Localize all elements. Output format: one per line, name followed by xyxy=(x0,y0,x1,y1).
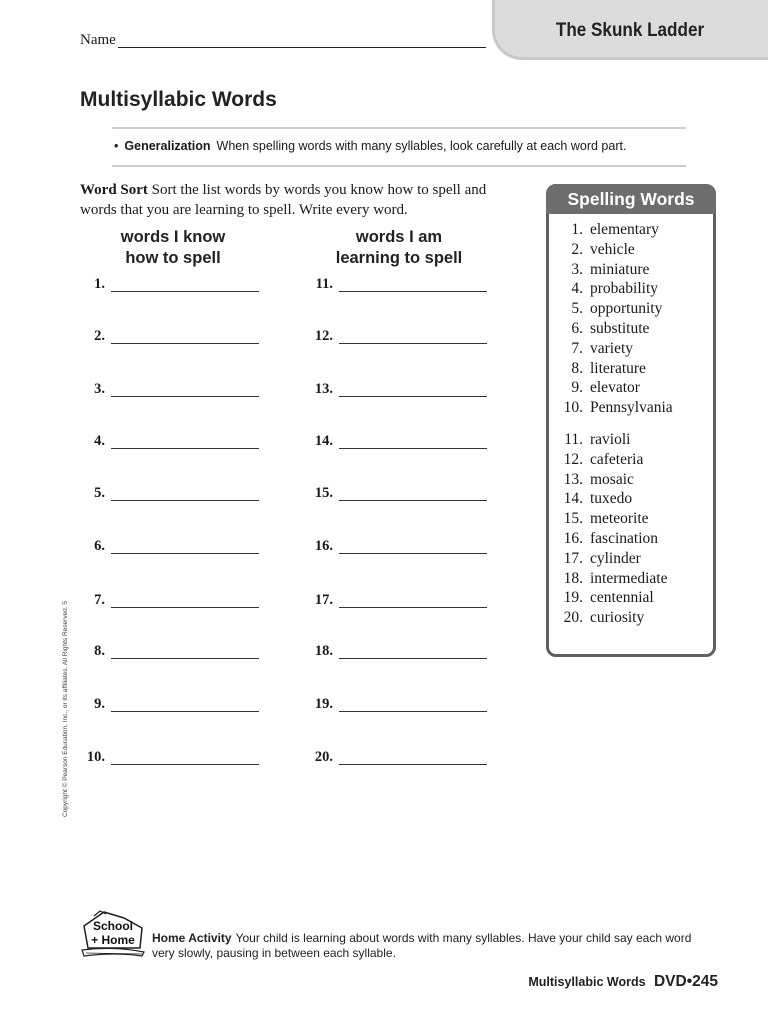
answer-blank[interactable] xyxy=(339,396,487,397)
word-text: substitute xyxy=(590,319,650,337)
name-label: Name xyxy=(80,32,116,48)
word-text: probability xyxy=(590,280,659,298)
word-text: tuxedo xyxy=(590,490,633,508)
directions xyxy=(80,180,520,220)
spelling-word xyxy=(557,378,673,398)
answer-blank[interactable] xyxy=(111,448,259,449)
spelling-word xyxy=(557,549,667,569)
answer-blank[interactable] xyxy=(111,343,259,344)
generalization-text: When spelling words with many syllables, look carefully at each word part. xyxy=(216,139,627,153)
answer-blank[interactable] xyxy=(339,500,487,501)
column-header-learning xyxy=(299,227,499,269)
word-number: 9. xyxy=(571,379,583,397)
word-text: variety xyxy=(590,339,634,357)
answer-number: 13. xyxy=(314,381,333,397)
answer-number: 6. xyxy=(94,538,105,554)
page-title: Multisyllabic Words xyxy=(80,88,277,111)
answer-blank[interactable] xyxy=(111,553,259,554)
word-number: 20. xyxy=(563,609,583,627)
word-number: 1. xyxy=(571,221,583,238)
page-footer xyxy=(528,973,718,991)
word-number: 4. xyxy=(571,280,583,298)
logo-home-text: + Home xyxy=(91,933,135,947)
column-header-know xyxy=(73,227,273,269)
answer-number: 15. xyxy=(314,485,333,501)
word-text: miniature xyxy=(590,260,650,278)
word-number: 8. xyxy=(571,359,583,377)
answer-blank[interactable] xyxy=(339,711,487,712)
answer-number: 10. xyxy=(86,749,105,765)
answer-number: 20. xyxy=(314,749,333,765)
answer-number: 3. xyxy=(94,381,105,397)
answer-blank[interactable] xyxy=(111,291,259,292)
school-home-logo-icon xyxy=(80,908,146,960)
answer-blank[interactable] xyxy=(111,711,259,712)
word-number: 13. xyxy=(563,470,583,488)
spelling-word xyxy=(557,260,673,280)
answer-blank[interactable] xyxy=(111,607,259,608)
word-number: 17. xyxy=(563,549,583,567)
word-number: 7. xyxy=(571,339,583,357)
word-number: 10. xyxy=(563,399,583,417)
answer-blank[interactable] xyxy=(111,500,259,501)
footer-title: Multisyllabic Words xyxy=(528,975,646,989)
word-number: 6. xyxy=(571,319,583,337)
word-text: curiosity xyxy=(590,609,645,627)
directions-label: Word Sort xyxy=(80,182,148,198)
word-text: meteorite xyxy=(590,510,649,528)
generalization-box xyxy=(114,139,626,153)
answer-number: 2. xyxy=(94,328,105,344)
word-text: intermediate xyxy=(590,569,668,587)
answer-blank[interactable] xyxy=(339,553,487,554)
word-number: 18. xyxy=(563,569,583,587)
spelling-word xyxy=(557,279,673,299)
answer-blank[interactable] xyxy=(339,343,487,344)
directions-text: Sort the list words by words you know how to spell and words that you are learning to spell. Write every word. xyxy=(80,182,487,218)
spelling-word xyxy=(557,489,667,509)
spelling-words-header xyxy=(546,184,716,214)
answer-number: 4. xyxy=(94,433,105,449)
word-text: mosaic xyxy=(590,470,634,488)
answer-number: 1. xyxy=(94,276,105,292)
word-number: 14. xyxy=(563,490,583,508)
word-number: 12. xyxy=(563,450,583,468)
answer-number: 16. xyxy=(314,538,333,554)
word-text: opportunity xyxy=(590,300,663,318)
word-text: Pennsylvania xyxy=(590,399,673,417)
word-number: 15. xyxy=(563,510,583,528)
divider-bottom xyxy=(112,165,686,167)
spelling-words-box xyxy=(546,184,716,657)
answer-number: 9. xyxy=(94,696,105,712)
spelling-word xyxy=(557,588,667,608)
spelling-word xyxy=(557,569,667,589)
spelling-word xyxy=(557,430,667,450)
answer-blank[interactable] xyxy=(111,396,259,397)
generalization-label: Generalization xyxy=(124,139,211,153)
spelling-word xyxy=(557,319,673,339)
spelling-list-1 xyxy=(557,220,673,418)
answer-blank[interactable] xyxy=(339,607,487,608)
answer-number: 11. xyxy=(315,276,333,292)
divider-top xyxy=(112,127,686,129)
answer-number: 8. xyxy=(94,643,105,659)
story-title: The Skunk Ladder xyxy=(555,20,705,41)
answer-number: 18. xyxy=(314,643,333,659)
word-text: centennial xyxy=(590,589,654,607)
spelling-word xyxy=(557,398,673,418)
answer-number: 17. xyxy=(314,592,333,608)
word-text: elevator xyxy=(590,379,640,397)
word-text: literature xyxy=(590,359,646,377)
copyright-notice: Copyright © Pearson Education, Inc., or its affiliates. All Rights Reserved. 5 xyxy=(62,600,69,817)
spelling-words-title: Spelling Words xyxy=(567,189,695,209)
word-text: elementary xyxy=(590,221,659,238)
column-header-learning-line2: learning to spell xyxy=(335,249,463,267)
home-activity-text: Your child is learning about words with many syllables. Have your child say each word very slowly, pausing in between each syllable. xyxy=(152,931,692,960)
page-number: DVD•245 xyxy=(653,973,718,990)
answer-number: 12. xyxy=(314,328,333,344)
home-activity xyxy=(152,931,692,961)
word-text: cylinder xyxy=(590,549,641,567)
column-header-know-line1: words I know xyxy=(120,228,226,246)
word-number: 19. xyxy=(563,589,583,607)
spelling-list-2 xyxy=(557,430,667,628)
logo-school-text: School xyxy=(92,919,134,933)
bullet-icon: • xyxy=(114,139,119,153)
answer-number: 14. xyxy=(314,433,333,449)
spelling-word xyxy=(557,470,667,490)
column-header-know-line2: how to spell xyxy=(125,249,221,267)
spelling-word xyxy=(557,509,667,529)
word-text: ravioli xyxy=(590,431,631,448)
word-text: cafeteria xyxy=(590,450,644,468)
home-activity-label: Home Activity xyxy=(152,931,232,945)
word-number: 2. xyxy=(571,240,583,258)
answer-blank[interactable] xyxy=(339,291,487,292)
word-number: 5. xyxy=(571,300,583,318)
spelling-word xyxy=(557,450,667,470)
word-number: 3. xyxy=(571,260,583,278)
answer-number: 5. xyxy=(94,485,105,501)
spelling-word xyxy=(557,339,673,359)
answer-number: 19. xyxy=(314,696,333,712)
column-header-learning-line1: words I am xyxy=(355,228,443,246)
word-text: vehicle xyxy=(590,240,635,258)
name-field[interactable] xyxy=(118,47,486,48)
answer-blank[interactable] xyxy=(111,764,259,765)
spelling-word xyxy=(557,359,673,379)
word-number: 11. xyxy=(564,431,583,448)
word-number: 16. xyxy=(563,529,583,547)
word-text: fascination xyxy=(590,529,659,547)
answer-blank[interactable] xyxy=(339,764,487,765)
spelling-word xyxy=(557,529,667,549)
spelling-word xyxy=(557,299,673,319)
answer-blank[interactable] xyxy=(111,658,259,659)
answer-blank[interactable] xyxy=(339,448,487,449)
spelling-word xyxy=(557,608,667,628)
answer-blank[interactable] xyxy=(339,658,487,659)
spelling-word xyxy=(557,220,673,240)
spelling-word xyxy=(557,240,673,260)
answer-number: 7. xyxy=(94,592,105,608)
